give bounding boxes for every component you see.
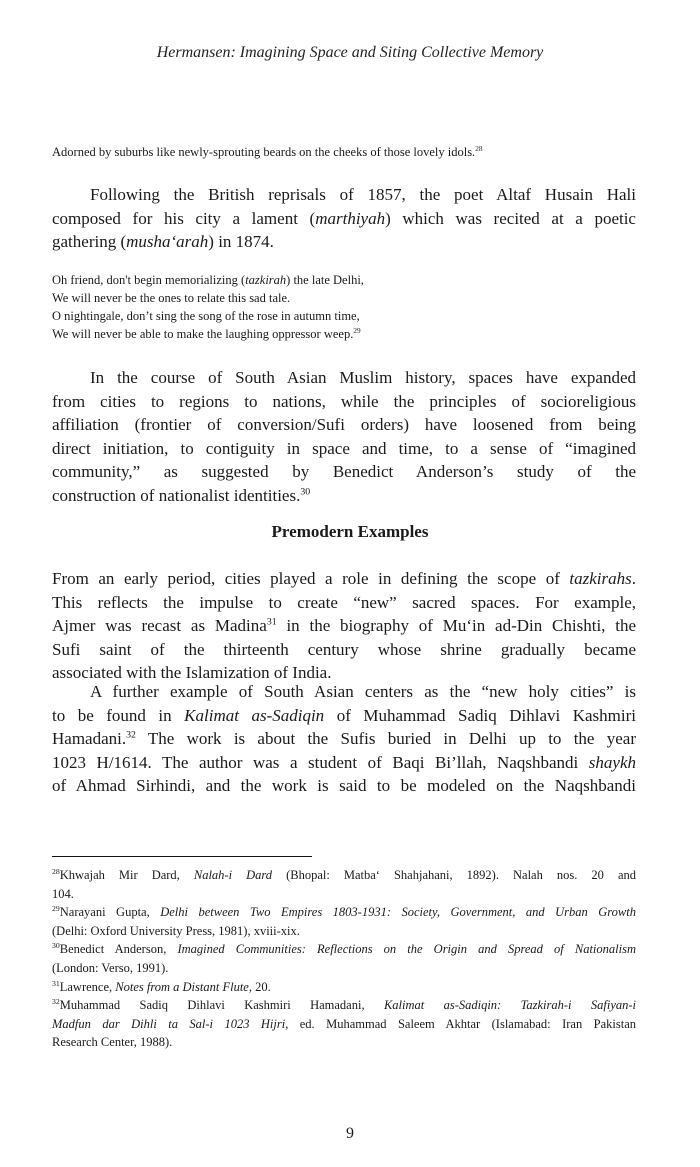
footnote-28: $^{28}$Khwajah Mir Dard, Nalah-i Dard (Bhopal: Matba‘ Shahjahani, 1892). Nalah nos. 20 and 104. (52, 866, 637, 901)
text-line: This reflects the impulse to create “new” sacred spaces. For example, (52, 592, 636, 612)
page-number: 9 (346, 1125, 354, 1142)
text-line: gathering (musha‘arah) in 1874. (52, 232, 274, 251)
footnotes (52, 866, 636, 1052)
footnote-30: $^{30}$Benedict Anderson, Imagined Communities: Reflections on the Origin and Spread of Nationalism (London: Verso, 1991). (52, 941, 636, 975)
text-line: of Ahmad Sirhindi, and the work is said to be modeled on the Naqshbandi (52, 776, 636, 795)
section-heading: Premodern Examples (271, 522, 429, 541)
text-line: A further example of South Asian centers as the “new holy cities” is (90, 682, 636, 701)
text-line: Hamadani.$^{32}$ The work is about the Sufis buried in Delhi up to the year (52, 729, 636, 748)
epigraph-line: Adorned by suburbs like newly-sprouting beards on the cheeks of those lovely idols.$^{28}$ (52, 144, 483, 159)
footnote-ref-32[interactable]: 32 (126, 729, 136, 741)
footnote-ref-29[interactable]: 29 (353, 326, 361, 335)
footnote-ref-30[interactable]: 30 (300, 485, 311, 497)
text-line: composed for his city a lament (marthiyah) which was recited at a poetic (52, 208, 636, 228)
footnote-29: $^{29}$Narayani Gupta, Delhi between Two Empires 1803-1931: Society, Government, and Urban Growth (Delhi: Oxford University Press, 1981), xviii-xix. (52, 904, 636, 938)
poem-block (52, 271, 636, 343)
paragraph-further-example (52, 680, 636, 798)
paragraph-history (52, 366, 636, 507)
poem-line: Oh friend, don't begin memorializing (tazkirah) the late Delhi, (52, 273, 364, 287)
text-line: community,” as suggested by Benedict Anderson’s study of the (52, 462, 636, 481)
text-line: direct initiation, to contiguity in space and time, to a sense of “imagined (52, 438, 636, 458)
text-line: From an early period, cities played a role in defining the scope of tazkirahs. (52, 569, 636, 588)
footnote-ref-31[interactable]: 31 (266, 616, 277, 628)
text-line: Ajmer was recast as Madina$^{31}$ in the biography of Mu‘in ad-Din Chishti, the (52, 616, 636, 635)
text-line: Following the British reprisals of 1857, the poet Altaf Husain Hali (90, 185, 636, 204)
epigraph-end (52, 143, 636, 161)
poem-line: O nightingale, don’t sing the song of the rose in autumn time, (52, 309, 360, 323)
footnote-31: $^{31}$Lawrence, Notes from a Distant Flute, 20. (52, 978, 271, 994)
text-line: In the course of South Asian Muslim history, spaces have expanded (90, 368, 636, 387)
text-line: affiliation (frontier of conversion/Sufi orders) have loosened from being (52, 415, 636, 434)
poem-line: We will never be able to make the laughing oppressor weep.$^{29}$ (52, 326, 361, 341)
paragraph-hali (52, 183, 636, 254)
footnote-ref-28[interactable]: 28 (475, 144, 483, 153)
running-header: Hermansen: Imagining Space and Siting Collective Memory (156, 44, 544, 61)
paragraph-cities (52, 567, 636, 685)
poem-line: We will never be the ones to relate this sad tale. (52, 291, 291, 305)
text-line: construction of nationalist identities.$^{30}$ (52, 485, 311, 505)
text-line: 1023 H/1614. The author was a student of Baqi Bi’llah, Naqshbandi shaykh (52, 752, 636, 772)
text-line: to be found in Kalimat as-Sadiqin of Muhammad Sadiq Dihlavi Kashmiri (52, 705, 636, 725)
footnote-32: $^{32}$Muhammad Sadiq Dihlavi Kashmiri Hamadani, Kalimat as-Sadiqin: Tazkirah-i Safiyan-i Madfun dar Dihli ta Sal-i 1023 Hijri, ed. Muhammad Saleem Akhtar (Islamabad: Iran Pakistan Research Center, 1988). (52, 997, 636, 1050)
text-line: from cities to regions to nations, while the principles of socioreligious (52, 391, 636, 411)
text-line: associated with the Islamization of India. (52, 663, 332, 682)
footnote-divider (52, 856, 312, 857)
text-line: Sufi saint of the thirteenth century whose shrine gradually became (52, 639, 636, 659)
